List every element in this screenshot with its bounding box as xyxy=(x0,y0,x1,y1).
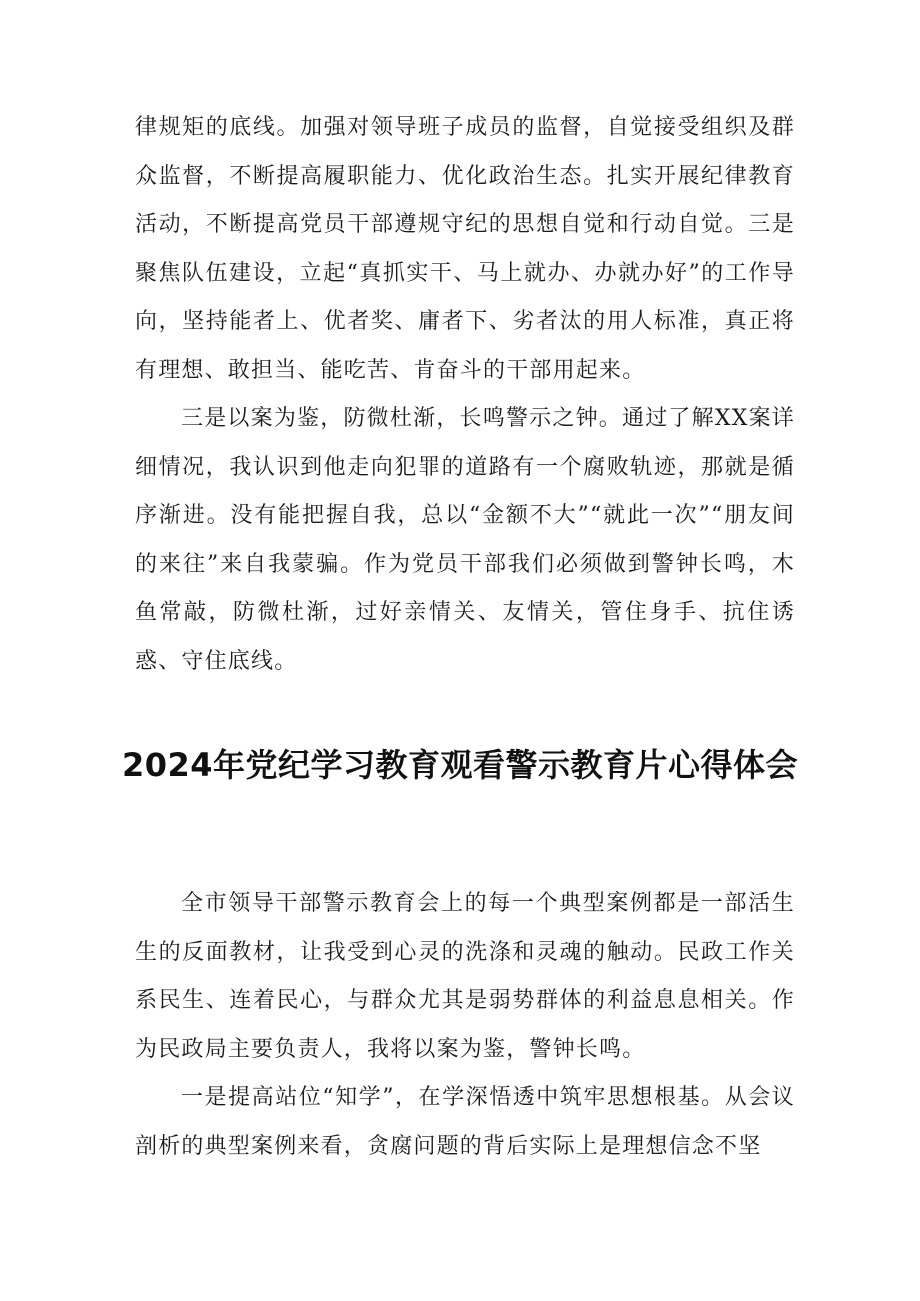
paragraph-point-one: 一是提高站位“知学”，在学深悟透中筑牢思想根基。从会议剖析的典型案例来看，贪腐问题的背后实际上是理想信念不坚 xyxy=(135,1085,795,1159)
paragraph-continued: 律规矩的底线。加强对领导班子成员的监督，自觉接受组织及群众监督，不断提高履职能力、优化政治生态。扎实开展纪律教育活动，不断提高党员干部遵规守纪的思想自觉和行动自觉。三是聚焦队伍建设，立起“真抓实干、马上就办、办就办好”的工作导向，坚持能者上、优者奖、庸者下、劣者汰的用人标准，真正将有理想、敢担当、能吃苦、肯奋斗的干部用起来。 xyxy=(135,115,795,383)
document-title: 2024年党纪学习教育观看警示教育片心得体会 xyxy=(121,746,799,784)
paragraph-lesson: 三是以案为鉴，防微杜渐，长鸣警示之钟。通过了解XX案详细情况，我认识到他走向犯罪的道路有一个腐败轨迹，那就是循序渐进。没有能把握自我，总以“金额不大”“就此一次”“朋友间的来往”来自我蒙骗。作为党员干部我们必须做到警钟长鸣，木鱼常敲，防微杜渐，过好亲情关、友情关，管住身手、抗住诱惑、守住底线。 xyxy=(135,406,795,674)
paragraph-intro: 全市领导干部警示教育会上的每一个典型案例都是一部活生生的反面教材，让我受到心灵的洗涤和灵魂的触动。民政工作关系民生、连着民心，与群众尤其是弱势群体的利益息息相关。作为民政局主要负责人，我将以案为鉴，警钟长鸣。 xyxy=(135,891,795,1062)
